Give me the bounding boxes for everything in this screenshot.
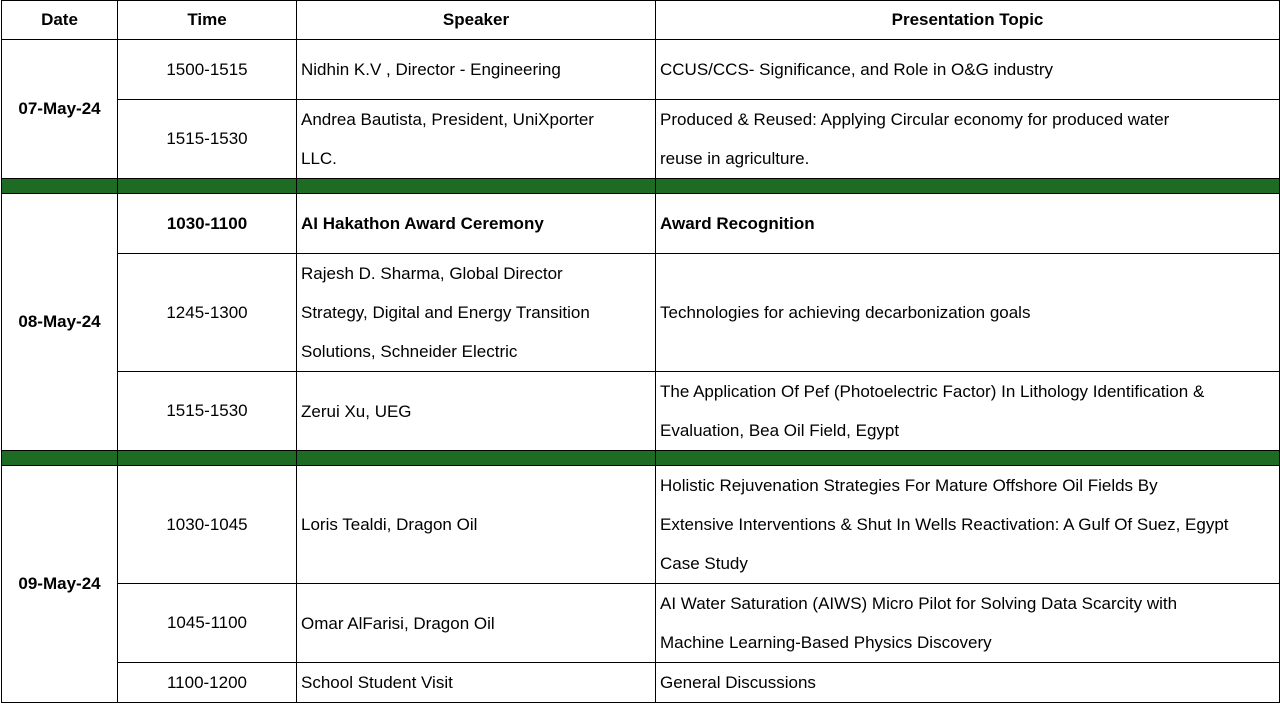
topic-cell: [656, 100, 1280, 179]
speaker-line: Rajesh D. Sharma, Global Director: [301, 264, 563, 283]
speaker-cell: [297, 584, 656, 663]
speaker-cell: [297, 372, 656, 451]
date-cell: 08-May-24: [2, 194, 118, 451]
table-row: [2, 40, 1280, 100]
time-cell: 1030-1045: [118, 466, 297, 584]
date-cell: 07-May-24: [2, 40, 118, 179]
topic-line: Evaluation, Bea Oil Field, Egypt: [660, 421, 900, 440]
topic-line: Award Recognition: [660, 214, 815, 233]
topic-line: Case Study: [660, 554, 748, 573]
table-row: [2, 663, 1280, 703]
topic-line: The Application Of Pef (Photoelectric Factor) In Lithology Identification &: [660, 382, 1205, 401]
topic-line: Produced & Reused: Applying Circular economy for produced water: [660, 110, 1170, 129]
separator-cell: [656, 179, 1280, 194]
speaker-line: AI Hakathon Award Ceremony: [301, 214, 544, 233]
speaker-line: School Student Visit: [301, 673, 453, 692]
topic-cell: [656, 254, 1280, 372]
header-date: Date: [2, 1, 118, 40]
separator-cell: [297, 451, 656, 466]
speaker-cell: [297, 100, 656, 179]
speaker-cell: [297, 194, 656, 254]
topic-cell: [656, 372, 1280, 451]
time-cell: 1515-1530: [118, 372, 297, 451]
table-row: [2, 584, 1280, 663]
topic-cell: [656, 584, 1280, 663]
time-cell: 1500-1515: [118, 40, 297, 100]
speaker-line: Andrea Bautista, President, UniXporter: [301, 110, 594, 129]
time-cell: 1100-1200: [118, 663, 297, 703]
topic-line: reuse in agriculture.: [660, 149, 810, 168]
speaker-line: Strategy, Digital and Energy Transition: [301, 303, 590, 322]
day-separator: [2, 451, 1280, 466]
speaker-line: Loris Tealdi, Dragon Oil: [301, 515, 478, 534]
speaker-cell: [297, 40, 656, 100]
separator-cell: [118, 451, 297, 466]
header-row: [2, 1, 1280, 40]
header-time: Time: [118, 1, 297, 40]
separator-cell: [297, 179, 656, 194]
topic-cell: [656, 40, 1280, 100]
speaker-line: Solutions, Schneider Electric: [301, 342, 518, 361]
speaker-line: Zerui Xu, UEG: [301, 401, 412, 421]
topic-cell: [656, 466, 1280, 584]
table-row: [2, 254, 1280, 372]
time-cell: 1030-1100: [118, 194, 297, 254]
topic-line: General Discussions: [660, 673, 816, 692]
table-row: [2, 466, 1280, 584]
topic-cell: [656, 663, 1280, 703]
separator-cell: [2, 179, 118, 194]
table-row: [2, 194, 1280, 254]
separator-cell: [2, 451, 118, 466]
header-topic: Presentation Topic: [656, 1, 1280, 40]
date-cell: 09-May-24: [2, 466, 118, 703]
time-cell: 1245-1300: [118, 254, 297, 372]
speaker-cell: [297, 663, 656, 703]
speaker-cell: [297, 254, 656, 372]
topic-cell: [656, 194, 1280, 254]
header-speaker: Speaker: [297, 1, 656, 40]
schedule-table: [1, 0, 1280, 703]
topic-line: CCUS/CCS- Significance, and Role in O&G industry: [660, 60, 1054, 79]
topic-line: Extensive Interventions & Shut In Wells Reactivation: A Gulf Of Suez, Egypt: [660, 515, 1229, 534]
speaker-line: LLC.: [301, 149, 337, 168]
table-row: [2, 372, 1280, 451]
separator-cell: [118, 179, 297, 194]
speaker-line: Nidhin K.V , Director - Engineering: [301, 60, 561, 79]
topic-line: Machine Learning-Based Physics Discovery: [660, 633, 992, 652]
table-row: [2, 100, 1280, 179]
separator-cell: [656, 451, 1280, 466]
topic-line: Holistic Rejuvenation Strategies For Mature Offshore Oil Fields By: [660, 476, 1158, 495]
time-cell: 1045-1100: [118, 584, 297, 663]
speaker-cell: [297, 466, 656, 584]
day-separator: [2, 179, 1280, 194]
speaker-line: Omar AlFarisi, Dragon Oil: [301, 613, 495, 633]
topic-line: Technologies for achieving decarbonization goals: [660, 303, 1031, 322]
topic-line: AI Water Saturation (AIWS) Micro Pilot for Solving Data Scarcity with: [660, 594, 1178, 613]
time-cell: 1515-1530: [118, 100, 297, 179]
